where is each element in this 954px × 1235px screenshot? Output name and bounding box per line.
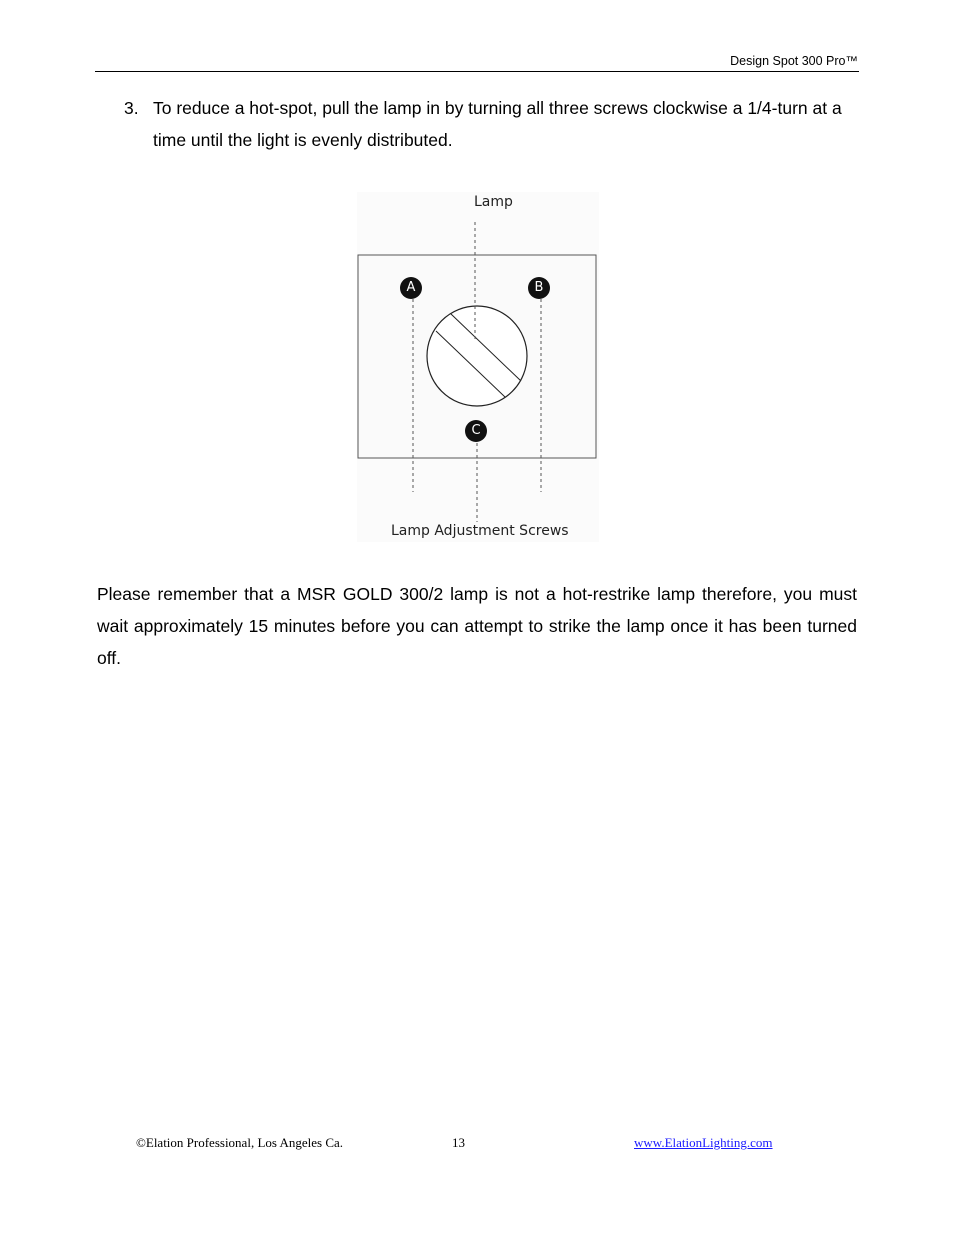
- lamp-socket-circle: [427, 306, 527, 406]
- lamp-adjustment-screws-label: Lamp Adjustment Screws: [391, 523, 569, 539]
- step-number: 3.: [124, 98, 139, 118]
- footer-page-number: 13: [452, 1135, 465, 1150]
- screw-a-badge: A: [400, 277, 422, 299]
- page-header-title: Design Spot 300 Pro™: [730, 54, 858, 68]
- restrike-note: Please remember that a MSR GOLD 300/2 lamp is not a hot-restrike lamp therefore, you must wait approximately 15 minutes before you can attempt to strike the lamp once it has been turned off.: [97, 584, 857, 668]
- footer-copyright: ©Elation Professional, Los Angeles Ca.: [136, 1135, 344, 1150]
- lamp-label: Lamp: [474, 194, 513, 210]
- header-rule: [95, 71, 859, 72]
- screw-c-badge: C: [465, 420, 487, 442]
- screw-b-badge: B: [528, 277, 550, 299]
- lamp-adjustment-diagram: [357, 192, 599, 542]
- footer-website-link[interactable]: www.ElationLighting.com: [634, 1135, 773, 1150]
- instruction-step: [124, 92, 859, 156]
- step-text: To reduce a hot-spot, pull the lamp in by turning all three screws clockwise a 1/4-turn at a time until the light is evenly distributed.: [153, 98, 842, 150]
- diagram-drawing: [357, 192, 599, 542]
